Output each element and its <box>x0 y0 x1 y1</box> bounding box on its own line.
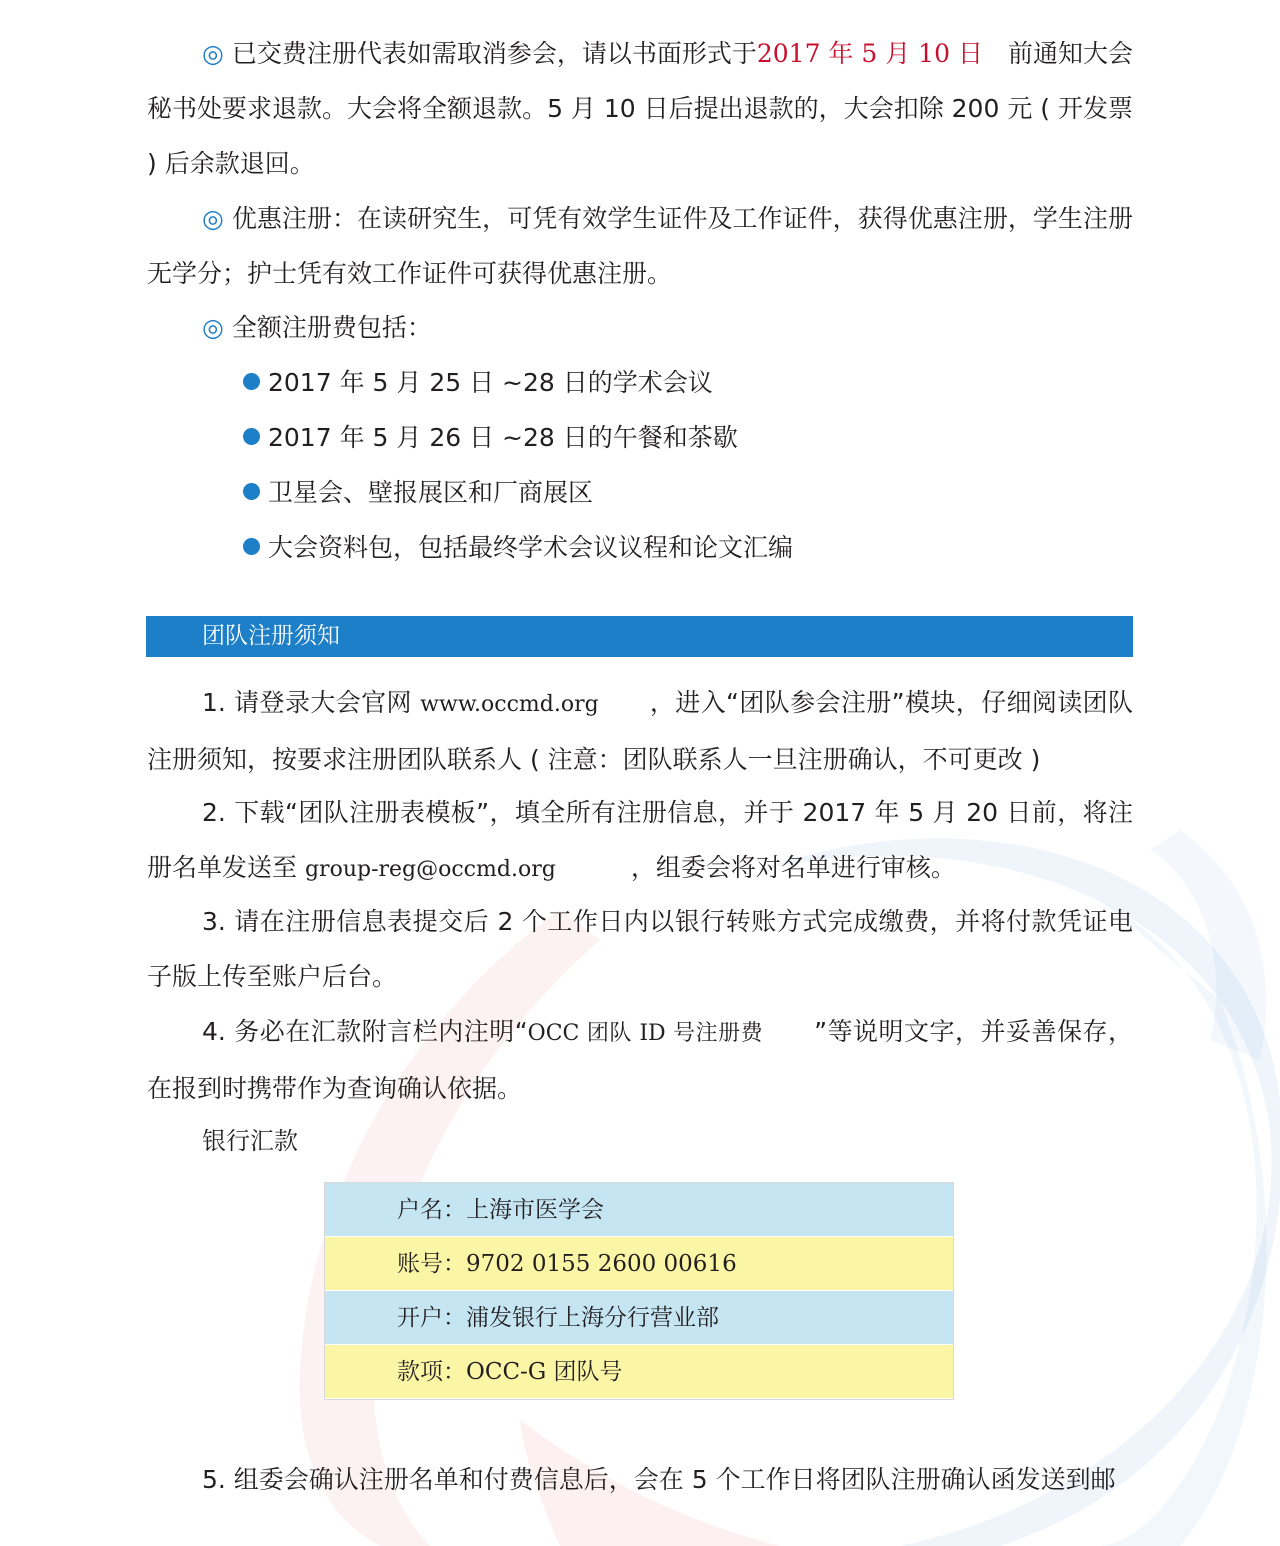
bank-payment-item-row: 款项：OCC-G 团队号 <box>325 1345 953 1399</box>
ring-marker-icon: ◎ <box>202 313 224 342</box>
bank-branch-row: 开户：浦发银行上海分行营业部 <box>325 1291 953 1345</box>
discount-paragraph <box>147 191 1133 301</box>
includes-item-text: 卫星会、壁报展区和厂商展区 <box>268 478 594 507</box>
official-site-link[interactable]: www.occmd.org <box>420 692 599 717</box>
group-reg-email-link[interactable]: group-reg@occmd.org <box>304 857 556 882</box>
step-2-text-before: 2. 下载“团队注册表模板”，填全所有注册信息，并于 2017 年 5 月 20 日前，将注册名单发送至 <box>147 798 1133 882</box>
step-1-text-after: ，进入“团队参会注册”模块，仔细阅读团队注册须知，按要求注册团队联系人 ( 注意：团队联系人一旦注册确认，不可更改 ) <box>147 688 1133 774</box>
section-title-bar: 团队注册须知 <box>146 616 1133 657</box>
includes-item-text: 大会资料包，包括最终学术会议议程和论文汇编 <box>268 533 794 562</box>
step-4-paragraph <box>147 1004 1133 1116</box>
ring-marker-icon: ◎ <box>202 204 224 233</box>
step-1-text-before: 1. 请登录大会官网 <box>202 688 412 717</box>
bullet-dot-icon <box>243 428 260 445</box>
includes-item <box>243 520 793 575</box>
remittance-note-code: OCC 团队 ID 号注册费 <box>527 1021 764 1046</box>
step-4-text-after: ”等说明文字，并妥善保存，在报到时携带作为查询确认依据。 <box>147 1017 1133 1103</box>
step-4-text-before: 4. 务必在汇款附言栏内注明“ <box>202 1017 528 1046</box>
discount-text: 优惠注册：在读研究生，可凭有效学生证件及工作证件，获得优惠注册，学生注册无学分；护士凭有效工作证件可获得优惠注册。 <box>147 204 1133 288</box>
includes-item <box>243 410 738 465</box>
includes-item-text: 2017 年 5 月 25 日 ~28 日的学术会议 <box>268 368 713 397</box>
bullet-dot-icon <box>243 483 260 500</box>
includes-heading <box>147 300 1133 355</box>
includes-item <box>243 465 593 520</box>
bank-transfer-title: 银行汇款 <box>202 1127 298 1155</box>
cancel-text-before: 已交费注册代表如需取消参会，请以书面形式于 <box>231 39 757 68</box>
includes-item <box>243 355 713 410</box>
cancel-paragraph <box>147 26 1133 191</box>
bullet-dot-icon <box>243 538 260 555</box>
bank-account-number-row: 账号：9702 0155 2600 00616 <box>325 1237 953 1291</box>
step-1-paragraph <box>147 675 1133 787</box>
bank-info-table <box>324 1182 954 1400</box>
bank-account-name-row: 户名：上海市医学会 <box>325 1183 953 1237</box>
step-2-paragraph <box>147 785 1133 897</box>
cancel-text-after: 前通知大会秘书处要求退款。大会将全额退款。5 月 10 日后提出退款的，大会扣除 200 元 ( 开发票 ) 后余款退回。 <box>147 39 1133 178</box>
includes-item-text: 2017 年 5 月 26 日 ~28 日的午餐和茶歇 <box>268 423 738 452</box>
step-2-text-after: ，组委会将对名单进行审核。 <box>630 853 956 882</box>
step-5-paragraph: 5. 组委会确认注册名单和付费信息后，会在 5 个工作日将团队注册确认函发送到邮 <box>202 1465 1116 1494</box>
step-3-paragraph: 3. 请在注册信息表提交后 2 个工作日内以银行转账方式完成缴费，并将付款凭证电子版上传至账户后台。 <box>147 907 1133 991</box>
ring-marker-icon: ◎ <box>202 39 224 68</box>
cancel-deadline-date: 2017 年 5 月 10 日 <box>756 39 983 68</box>
bullet-dot-icon <box>243 373 260 390</box>
includes-title: 全额注册费包括： <box>231 313 432 342</box>
